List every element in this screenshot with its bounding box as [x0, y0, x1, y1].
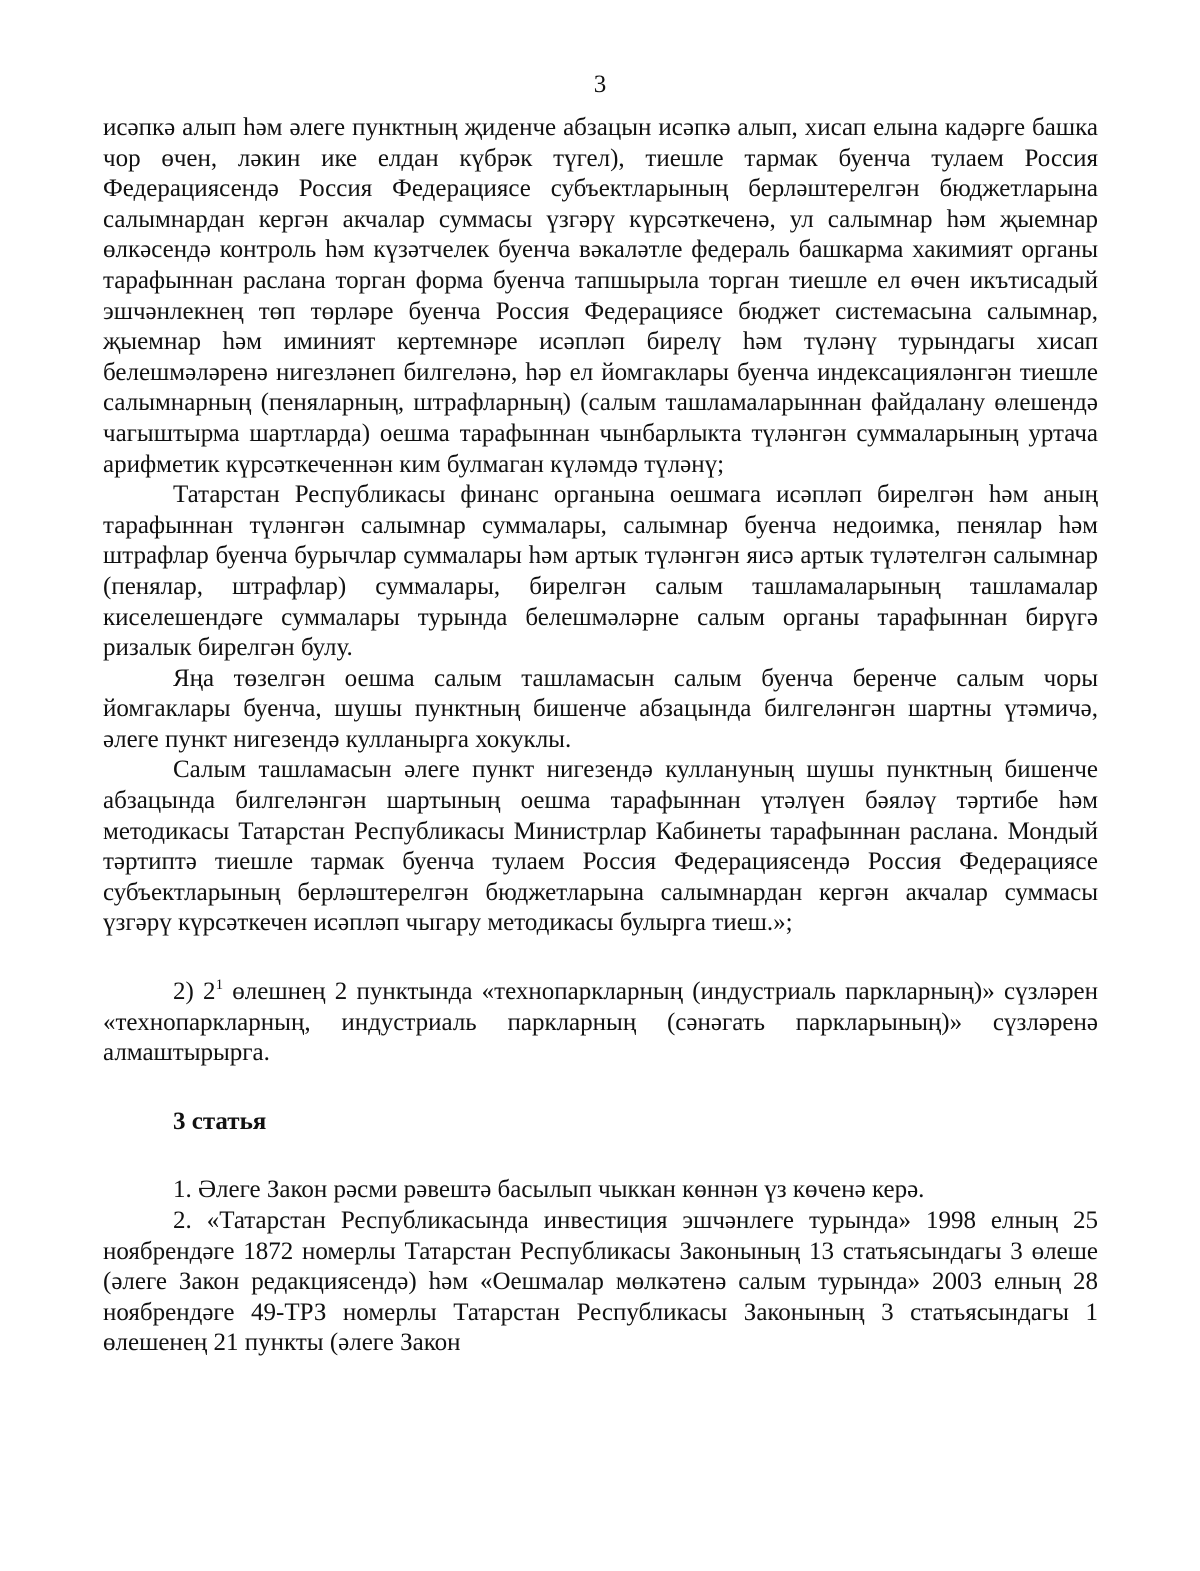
paragraph-continuation: исәпкә алып һәм әлеге пунктның җиденче абзацын исәпкә алып, хисап елына кадәрге башка чор өчен, ләкин ике елдан күбрәк түгел), тиешле тармак буенча тулаем Россия Федерациясендә Россия Федерациясе субъектларының берләштерелгән бюджетларына салымнардан кергән акчалар суммасы үзгәрү күрсәткеченә, ул салымнар һәм җыемнар өлкәсендә контроль һәм күзәтчелек буенча вәкаләтле федераль башкарма хакимият органы тарафыннан раслана торган форма буенча тапшырыла торган тиешле ел өчен икътисадый эшчәнлекнең төп төрләре буенча Россия Федерациясе бюджет системасына салымнар, җыемнар һәм иминият кертемнәре исәпләп бирелү һәм түләнү турындагы хисап белешмәләренә нигезләнеп билгеләнә, һәр ел йомгаклары буенча индексацияләнгән тиешле салымнарның (пеняларның, штрафларның) (салым ташламаларыннан файдалану өлешендә чагыштырма шартларда) оешма тарафыннан чынбарлыкта түләнгән суммаларының уртача арифметик күрсәткеченнән ким булмаган күләмдә түләнү;: [103, 114, 1098, 478]
article-item-2: 2. «Татарстан Республикасында инвестиция эшчәнлеге турында» 1998 елның 25 ноябрендәге 1872 номерлы Татарстан Республикасы Законының 13 статьясындагы 3 өлеше (әлеге Закон редакциясендә) һәм «Оешмалар мөлкәтенә салым турында» 2003 елның 28 ноябрендәге 49-ТРЗ номерлы Татарстан Республикасы Законының 3 статьясындагы 1 өлешенең 21 пункты (әлеге Закон: [103, 1207, 1098, 1357]
article-heading: 3 статья: [173, 1107, 267, 1135]
page-number: 3: [593, 71, 607, 98]
paragraph-new-organization: Яңа төзелгән оешма салым ташламасын салым буенча беренче салым чоры йомгаклары буенча, шушы пунктның бишенче абзацында билгеләнгән шартны үтәмичә, әлеге пункт нигезендә кулланырга хокуклы.: [103, 664, 1098, 753]
amendment-2-start: 2) 2: [173, 978, 216, 1006]
paragraph-methodology: Салым ташламасын әлеге пункт нигезендә куллануның шушы пунктның бишенче абзацында билгеләнгән шартының оешма тарафыннан үтәлүен бәяләү тәртибе һәм методикасы Татарстан Республикасы Министрлар Кабинеты тарафыннан раслана. Мондый тәртиптә тиешле тармак буенча тулаем Россия Федерациясендә Россия Федерациясе субъектларының берләштерелгән бюджетларына салымнардан кергән акчалар суммасы үзгәрү күрсәткечен исәпләп чыгару методикасы булырга тиеш.»;: [103, 756, 1098, 937]
paragraph-finance-organ: Татарстан Республикасы финанс органына оешмага исәпләп бирелгән һәм аның тарафыннан түләнгән салымнар суммалары, салымнар буенча недоимка, пенялар һәм штрафлар буенча бурычлар суммалары һәм артык түләнгән яисә артык түләтелгән салымнар (пенялар, штрафлар) суммалары, бирелгән салым ташламаларының ташламалар киселешендәге суммалары турында белешмәләрне салым органы тарафыннан бирүгә ризалык бирелгән булу.: [103, 481, 1098, 662]
paragraph-amendment-2: [103, 977, 1098, 1069]
superscript-marker: 1: [215, 977, 224, 994]
document-body: [103, 113, 1098, 1359]
amendment-2-rest: өлешнең 2 пунктында «технопаркларның (индустриаль паркларның)» сүзләрен «технопаркларның, индустриаль паркларның (сәнәгать паркларының)» сүзләренә алмаштырырга.: [103, 978, 1098, 1067]
article-item-1: 1. Әлеге Закон рәсми рәвештә басылып чыккан көннән үз көченә керә.: [173, 1176, 925, 1204]
